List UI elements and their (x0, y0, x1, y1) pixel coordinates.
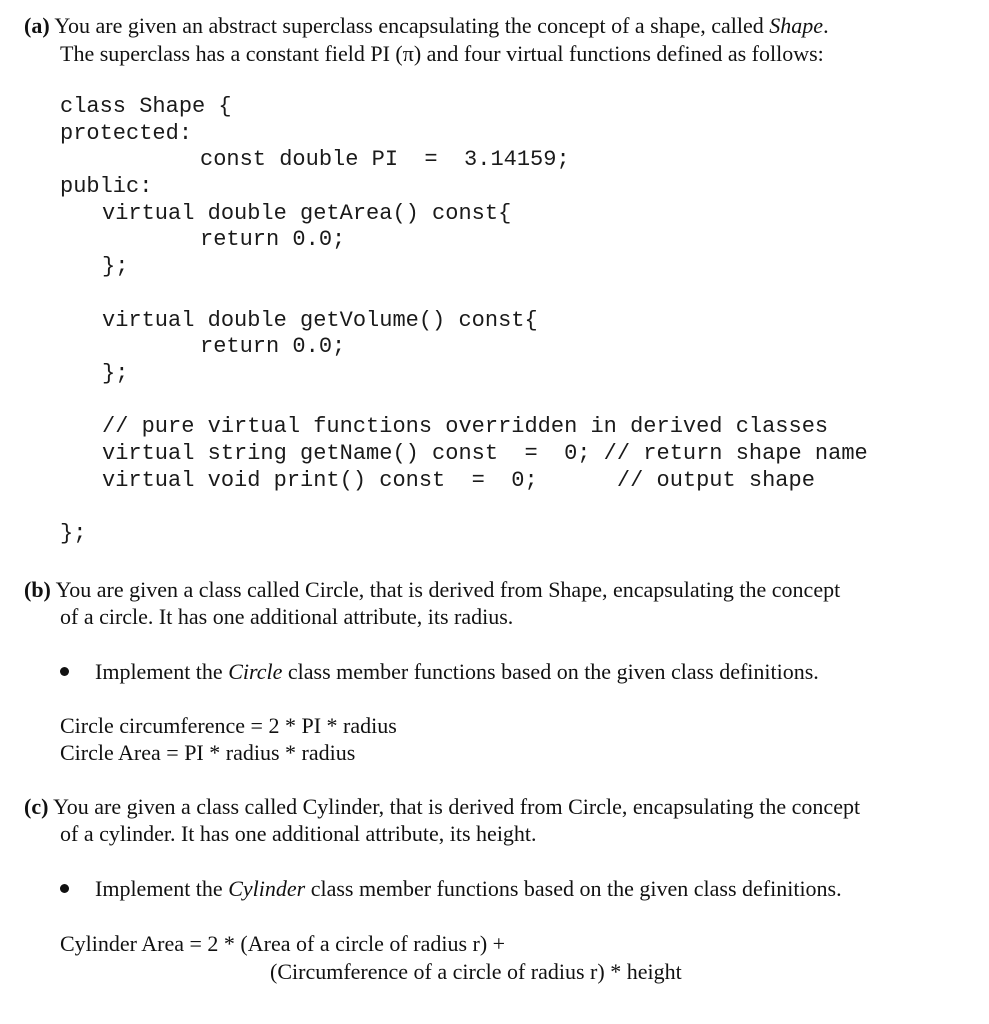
part-a-intro-line-1 (24, 12, 829, 39)
part-b-bullet-icon (60, 667, 69, 676)
code-pi-decl: const double PI = 3.14159; (200, 147, 570, 172)
code-print: virtual void print() const = 0; // output shape (102, 468, 815, 493)
part-a-text: You are given an abstract superclass encapsulating the concept of a shape, called (49, 13, 770, 38)
part-c-bullet-icon (60, 884, 69, 893)
part-c-bullet-post: class member functions based on the given class definitions. (305, 876, 842, 901)
code-class-end: }; (60, 521, 87, 546)
part-c-cylinder-term: Cylinder (228, 876, 306, 901)
part-a-period: . (823, 13, 829, 38)
code-public: public: (60, 174, 153, 199)
part-c-bullet-pre: Implement the (95, 876, 229, 901)
part-c-text: You are given a class called Cylinder, that is derived from Circle, encapsulating the concept (48, 794, 861, 819)
code-get-volume-ret: return 0.0; (200, 334, 346, 359)
code-class-decl: class Shape { (60, 94, 232, 119)
part-b-text: You are given a class called Circle, that is derived from Shape, encapsulating the concept (50, 577, 841, 602)
part-c-intro-line-2: of a cylinder. It has one additional attribute, its height. (60, 821, 537, 846)
part-b-bullet-post: class member functions based on the given class definitions. (282, 659, 819, 684)
part-b-bullet-text (95, 658, 819, 685)
part-b-intro-line-2: of a circle. It has one additional attribute, its radius. (60, 604, 514, 629)
part-b-formula-area: Circle Area = PI * radius * radius (60, 740, 356, 765)
part-a-label: (a) (24, 13, 50, 38)
part-c-formula-line-1: Cylinder Area = 2 * (Area of a circle of radius r) + (60, 931, 506, 956)
part-c-label: (c) (24, 794, 49, 819)
part-b-formula-circumference: Circle circumference = 2 * PI * radius (60, 713, 397, 738)
part-a-intro-line-2: The superclass has a constant field PI (π) and four virtual functions defined as follows: (60, 41, 824, 66)
part-c-formula-line-2: (Circumference of a circle of radius r) * height (270, 959, 682, 984)
code-comment: // pure virtual functions overridden in derived classes (102, 414, 829, 439)
code-get-area-ret: return 0.0; (200, 227, 346, 252)
code-protected: protected: (60, 121, 193, 146)
part-b-intro-line-1 (24, 576, 840, 603)
part-a-shape-term: Shape (769, 13, 824, 38)
code-get-area-end: }; (102, 254, 129, 279)
part-c-bullet-text (95, 875, 842, 902)
code-get-name: virtual string getName() const = 0; // return shape name (102, 441, 868, 466)
code-get-area-sig: virtual double getArea() const{ (102, 201, 512, 226)
part-b-bullet-pre: Implement the (95, 659, 229, 684)
part-b-label: (b) (24, 577, 51, 602)
part-b-circle-term: Circle (228, 659, 283, 684)
part-c-intro-line-1 (24, 793, 860, 820)
code-get-volume-sig: virtual double getVolume() const{ (102, 308, 538, 333)
code-get-volume-end: }; (102, 361, 129, 386)
